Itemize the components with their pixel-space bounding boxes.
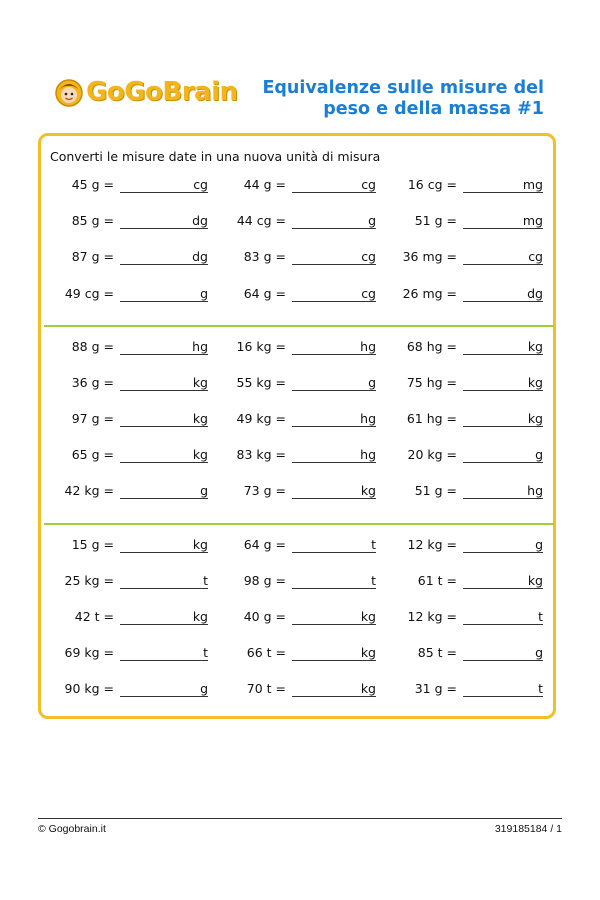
given-measure: 36 mg =: [402, 249, 457, 264]
exercise-item: [48, 537, 208, 557]
given-measure: 75 hg =: [406, 375, 457, 390]
answer-blank[interactable]: [463, 552, 543, 553]
target-unit: dg: [192, 213, 208, 228]
given-measure: 36 g =: [71, 375, 114, 390]
target-unit: dg: [192, 249, 208, 264]
exercise-item: [48, 447, 208, 467]
target-unit: g: [200, 681, 208, 696]
given-measure: 88 g =: [71, 339, 114, 354]
exercise-item: [383, 573, 543, 593]
exercise-row: [0, 249, 600, 269]
given-measure: 61 t =: [417, 573, 457, 588]
exercise-item: [48, 249, 208, 269]
given-measure: 68 hg =: [406, 339, 457, 354]
given-measure: 83 kg =: [236, 447, 286, 462]
given-measure: 87 g =: [71, 249, 114, 264]
mascot-icon: [54, 76, 86, 110]
exercise-row: [0, 447, 600, 467]
answer-blank[interactable]: [120, 462, 208, 463]
answer-blank[interactable]: [292, 498, 376, 499]
exercise-item: [216, 249, 376, 269]
exercise-row: [0, 286, 600, 306]
answer-blank[interactable]: [463, 462, 543, 463]
given-measure: 55 kg =: [236, 375, 286, 390]
target-unit: dg: [527, 286, 543, 301]
exercise-item: [216, 609, 376, 629]
answer-blank[interactable]: [292, 696, 376, 697]
exercise-row: [0, 537, 600, 557]
exercise-item: [216, 573, 376, 593]
target-unit: kg: [527, 573, 543, 588]
given-measure: 65 g =: [71, 447, 114, 462]
answer-blank[interactable]: [292, 354, 376, 355]
answer-blank[interactable]: [292, 462, 376, 463]
exercise-item: [48, 286, 208, 306]
target-unit: kg: [360, 645, 376, 660]
exercise-item: [216, 411, 376, 431]
target-unit: kg: [527, 339, 543, 354]
target-unit: g: [200, 483, 208, 498]
exercise-item: [216, 375, 376, 395]
footer-page-id: 319185184 / 1: [494, 823, 562, 835]
given-measure: 20 kg =: [407, 447, 457, 462]
answer-blank[interactable]: [120, 588, 208, 589]
answer-blank[interactable]: [292, 390, 376, 391]
given-measure: 98 g =: [243, 573, 286, 588]
answer-blank[interactable]: [292, 552, 376, 553]
exercise-item: [383, 483, 543, 503]
given-measure: 42 kg =: [64, 483, 114, 498]
given-measure: 49 kg =: [236, 411, 286, 426]
answer-blank[interactable]: [120, 228, 208, 229]
target-unit: kg: [192, 447, 208, 462]
target-unit: kg: [192, 537, 208, 552]
given-measure: 66 t =: [246, 645, 286, 660]
target-unit: g: [368, 213, 376, 228]
target-unit: g: [535, 447, 543, 462]
given-measure: 97 g =: [71, 411, 114, 426]
exercise-item: [48, 213, 208, 233]
answer-blank[interactable]: [120, 390, 208, 391]
answer-blank[interactable]: [463, 301, 543, 302]
answer-blank[interactable]: [292, 660, 376, 661]
exercise-item: [383, 375, 543, 395]
exercise-row: [0, 645, 600, 665]
exercise-item: [48, 483, 208, 503]
exercise-item: [216, 213, 376, 233]
answer-blank[interactable]: [292, 624, 376, 625]
target-unit: t: [371, 537, 376, 552]
exercise-item: [383, 177, 543, 197]
exercise-item: [48, 681, 208, 701]
footer-divider: [38, 818, 562, 819]
answer-blank[interactable]: [463, 660, 543, 661]
given-measure: 45 g =: [71, 177, 114, 192]
answer-blank[interactable]: [120, 354, 208, 355]
exercise-row: [0, 411, 600, 431]
exercise-item: [383, 681, 543, 701]
section-separator: [44, 523, 554, 525]
exercise-item: [48, 375, 208, 395]
target-unit: kg: [192, 411, 208, 426]
given-measure: 44 cg =: [236, 213, 286, 228]
given-measure: 16 cg =: [407, 177, 457, 192]
given-measure: 16 kg =: [236, 339, 286, 354]
exercise-item: [383, 411, 543, 431]
target-unit: g: [535, 645, 543, 660]
answer-blank[interactable]: [120, 498, 208, 499]
answer-blank[interactable]: [120, 660, 208, 661]
target-unit: cg: [361, 177, 376, 192]
gogobrain-logo: [54, 76, 238, 112]
exercise-item: [216, 177, 376, 197]
target-unit: kg: [192, 375, 208, 390]
target-unit: t: [371, 573, 376, 588]
target-unit: g: [368, 375, 376, 390]
given-measure: 85 t =: [417, 645, 457, 660]
exercise-item: [48, 411, 208, 431]
exercise-item: [48, 573, 208, 593]
title-line-1: Equivalenze sulle misure del: [262, 78, 544, 98]
exercise-item: [383, 249, 543, 269]
exercise-row: [0, 681, 600, 701]
answer-blank[interactable]: [463, 426, 543, 427]
target-unit: kg: [360, 609, 376, 624]
target-unit: g: [200, 286, 208, 301]
given-measure: 51 g =: [414, 483, 457, 498]
given-measure: 69 kg =: [64, 645, 114, 660]
exercise-item: [48, 339, 208, 359]
exercise-item: [383, 447, 543, 467]
given-measure: 83 g =: [243, 249, 286, 264]
answer-blank[interactable]: [463, 264, 543, 265]
title-line-2: peso e della massa #1: [323, 99, 544, 119]
worksheet-title: [244, 78, 544, 120]
target-unit: hg: [360, 339, 376, 354]
answer-blank[interactable]: [463, 192, 543, 193]
exercise-row: [0, 177, 600, 197]
section-separator: [44, 325, 554, 327]
exercise-item: [216, 286, 376, 306]
exercise-item: [216, 681, 376, 701]
given-measure: 40 g =: [243, 609, 286, 624]
target-unit: kg: [360, 483, 376, 498]
exercise-row: [0, 573, 600, 593]
answer-blank[interactable]: [463, 228, 543, 229]
answer-blank[interactable]: [292, 228, 376, 229]
target-unit: hg: [192, 339, 208, 354]
given-measure: 31 g =: [414, 681, 457, 696]
given-measure: 90 kg =: [64, 681, 114, 696]
answer-blank[interactable]: [292, 264, 376, 265]
exercise-row: [0, 483, 600, 503]
target-unit: t: [538, 609, 543, 624]
given-measure: 15 g =: [71, 537, 114, 552]
exercise-item: [216, 537, 376, 557]
answer-blank[interactable]: [463, 696, 543, 697]
target-unit: kg: [360, 681, 376, 696]
target-unit: kg: [527, 411, 543, 426]
target-unit: hg: [527, 483, 543, 498]
given-measure: 12 kg =: [407, 537, 457, 552]
answer-blank[interactable]: [292, 301, 376, 302]
given-measure: 49 cg =: [64, 286, 114, 301]
given-measure: 64 g =: [243, 286, 286, 301]
target-unit: cg: [528, 249, 543, 264]
answer-blank[interactable]: [120, 192, 208, 193]
answer-blank[interactable]: [463, 498, 543, 499]
exercise-item: [383, 339, 543, 359]
target-unit: kg: [192, 609, 208, 624]
exercise-row: [0, 213, 600, 233]
given-measure: 42 t =: [74, 609, 114, 624]
exercise-item: [383, 609, 543, 629]
exercise-item: [216, 645, 376, 665]
answer-blank[interactable]: [120, 696, 208, 697]
exercise-row: [0, 609, 600, 629]
instruction-text: Converti le misure date in una nuova unità di misura: [50, 149, 381, 164]
target-unit: cg: [361, 286, 376, 301]
exercise-item: [383, 645, 543, 665]
answer-blank[interactable]: [292, 192, 376, 193]
exercise-item: [383, 286, 543, 306]
given-measure: 64 g =: [243, 537, 286, 552]
target-unit: hg: [360, 447, 376, 462]
target-unit: mg: [522, 213, 543, 228]
answer-blank[interactable]: [120, 264, 208, 265]
exercise-item: [48, 609, 208, 629]
target-unit: t: [538, 681, 543, 696]
exercise-item: [216, 339, 376, 359]
logo-text: GoGoBrain: [86, 77, 238, 107]
given-measure: 61 hg =: [406, 411, 457, 426]
given-measure: 26 mg =: [402, 286, 457, 301]
exercise-item: [48, 645, 208, 665]
answer-blank[interactable]: [120, 552, 208, 553]
exercise-item: [383, 213, 543, 233]
answer-blank[interactable]: [120, 426, 208, 427]
target-unit: kg: [527, 375, 543, 390]
exercise-item: [216, 447, 376, 467]
given-measure: 85 g =: [71, 213, 114, 228]
answer-blank[interactable]: [463, 624, 543, 625]
target-unit: cg: [361, 249, 376, 264]
answer-blank[interactable]: [120, 301, 208, 302]
given-measure: 73 g =: [243, 483, 286, 498]
header: [0, 0, 600, 130]
target-unit: g: [535, 537, 543, 552]
target-unit: cg: [193, 177, 208, 192]
target-unit: t: [203, 573, 208, 588]
exercise-row: [0, 339, 600, 359]
given-measure: 44 g =: [243, 177, 286, 192]
given-measure: 51 g =: [414, 213, 457, 228]
given-measure: 12 kg =: [407, 609, 457, 624]
given-measure: 70 t =: [246, 681, 286, 696]
answer-blank[interactable]: [463, 354, 543, 355]
answer-blank[interactable]: [292, 426, 376, 427]
exercise-item: [383, 537, 543, 557]
target-unit: mg: [522, 177, 543, 192]
exercise-row: [0, 375, 600, 395]
footer-copyright: © Gogobrain.it: [38, 823, 106, 835]
target-unit: t: [203, 645, 208, 660]
exercise-item: [48, 177, 208, 197]
exercise-item: [216, 483, 376, 503]
answer-blank[interactable]: [463, 390, 543, 391]
answer-blank[interactable]: [463, 588, 543, 589]
target-unit: hg: [360, 411, 376, 426]
answer-blank[interactable]: [292, 588, 376, 589]
answer-blank[interactable]: [120, 624, 208, 625]
given-measure: 25 kg =: [64, 573, 114, 588]
